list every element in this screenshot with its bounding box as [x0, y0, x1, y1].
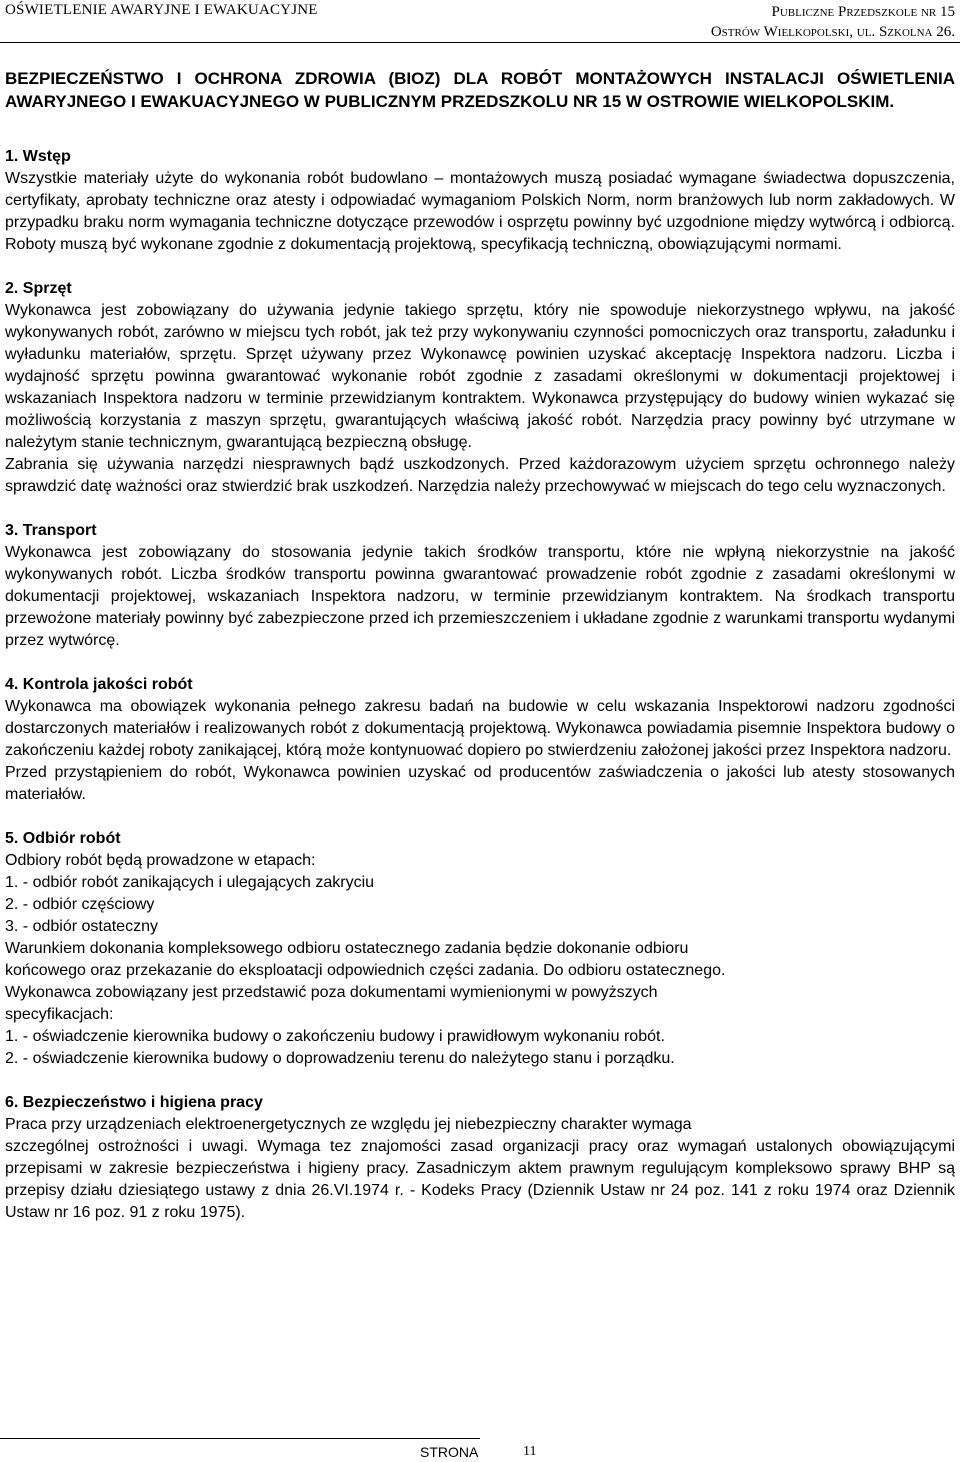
section-quality-control	[5, 674, 955, 806]
section-acceptance	[5, 828, 955, 1070]
page-number: 11	[523, 1444, 537, 1459]
section-paragraph: specyfikacjach:	[5, 1006, 114, 1023]
page-label: STRONA	[420, 1444, 479, 1460]
section-transport	[5, 520, 955, 652]
section-paragraph: Wykonawca jest zobowiązany do stosowania jedynie takich środków transportu, które nie wpłyną niekorzystnie na jakość wykonywanych robót. Liczba środków transportu powinna gwarantować prowadzenie robót zgodnie z zasadami określonymi w dokumentacji projektowej, wskazaniach Inspektora nadzoru, w terminie przewidzianym kontraktem. Na środkach transportu przewożone materiały powinny być zabezpieczone przed ich przemieszczeniem i układane zgodnie z warunkami transportu wydanymi przez wytwórcę.	[5, 544, 955, 649]
section-paragraph: Przed przystąpieniem do robót, Wykonawca powinien uzyskać od producentów zaświadczenia o jakości lub atesty stosowanych materiałów.	[5, 764, 955, 803]
document-body	[5, 67, 955, 1224]
list-item: 1. - oświadczenie kierownika budowy o zakończeniu budowy i prawidłowym wykonaniu robót.	[5, 1028, 665, 1045]
section-introduction	[5, 146, 955, 256]
section-heading: 4. Kontrola jakości robót	[5, 676, 193, 693]
section-paragraph: Wykonawca zobowiązany jest przedstawić poza dokumentami wymienionymi w powyższych	[5, 984, 658, 1001]
section-heading: 3. Transport	[5, 522, 97, 539]
section-heading: 2. Sprzęt	[5, 280, 72, 297]
section-paragraph: końcowego oraz przekazanie do eksploatacji odpowiednich części zadania. Do odbioru ostatecznego.	[5, 962, 726, 979]
header-document-title: OŚWIETLENIE AWARYJNE I EWAKUACYJNE	[5, 2, 318, 18]
section-paragraph: Zabrania się używania narzędzi niesprawnych bądź uszkodzonych. Przed każdorazowym użyciem sprzętu ochronnego należy sprawdzić datę ważności oraz stwierdzić brak uszkodzeń. Narzędzia należy przechowywać w miejscach do tego celu wyznaczonych.	[5, 456, 955, 495]
section-paragraph: Wykonawca ma obowiązek wykonania pełnego zakresu badań na budowie w celu wskazania Inspektorowi nadzoru zgodności dostarczonych materiałów i realizowanych robót z dokumentacją projektową. Wykonawca powiadamia pisemnie Inspektora budowy o zakończeniu każdej roboty zanikającej, którą może kontynuować dopiero po stwierdzeniu założonej jakości przez Inspektora nadzoru.	[5, 698, 955, 759]
section-heading: 6. Bezpieczeństwo i higiena pracy	[5, 1094, 263, 1111]
header-divider	[0, 42, 960, 43]
footer-divider	[0, 1438, 480, 1439]
header-project-info	[711, 2, 955, 42]
section-paragraph: szczególnej ostrożności i uwagi. Wymaga tez znajomości zasad organizacji pracy oraz wymagań ustalonych obowiązującymi przepisami w zakresie bezpieczeństwa i higieny pracy. Zasadniczym aktem prawnym regulującym kompleksowo sprawy BHP są przepisy działu dziesiątego ustawy z dnia 26.VI.1974 r. - Kodeks Pracy (Dziennik Ustaw nr 24 poz. 141 z roku 1974 oraz Dziennik Ustaw nr 16 poz. 91 z roku 1975).	[5, 1138, 955, 1221]
section-paragraph: Odbiory robót będą prowadzone w etapach:	[5, 852, 316, 869]
section-health-safety	[5, 1092, 955, 1224]
section-paragraph: Praca przy urządzeniach elektroenergetycznych ze względu jej niebezpieczny charakter wymaga	[5, 1116, 692, 1133]
section-equipment	[5, 278, 955, 498]
section-paragraph: Wykonawca jest zobowiązany do używania jedynie takiego sprzętu, który nie spowoduje niekorzystnego wpływu, na jakość wykonywanych robót, zarówno w miejscu tych robót, jak też przy wykonywaniu czynności pomocniczych oraz transportu, załadunku i wyładunku materiałów, sprzętu. Sprzęt używany przez Wykonawcę powinien uzyskać akceptację Inspektora nadzoru. Liczba i wydajność sprzętu powinna gwarantować wykonanie robót zgodnie z zasadami określonymi w dokumentacji projektowej i wskazaniach Inspektora nadzoru w terminie przewidzianym kontraktem. Wykonawca przystępujący do budowy winien wykazać się możliwością korzystania z maszyn sprzętu, gwarantujących właściwą jakość robót. Narzędzia pracy powinny być utrzymane w należytym stanie technicznym, gwarantującą bezpieczną obsługę.	[5, 302, 955, 451]
list-item: 1. - odbiór robót zanikających i ulegających zakryciu	[5, 874, 375, 891]
section-heading: 5. Odbiór robót	[5, 830, 121, 847]
section-paragraph: Wszystkie materiały użyte do wykonania robót budowlano – montażowych muszą posiadać wymagane świadectwa dopuszczenia, certyfikaty, aprobaty techniczne oraz atesty i odpowiadać wymaganiom Polskich Norm, norm branżowych lub norm zakładowych. W przypadku braku norm wymagania techniczne dotyczące przewodów i osprzętu powinny być uzgodnione między wytwórcą i odbiorcą. Roboty muszą być wykonane zgodnie z dokumentacją projektową, specyfikacją techniczną, obowiązującymi normami.	[5, 170, 955, 253]
section-paragraph: Warunkiem dokonania kompleksowego odbioru ostatecznego zadania będzie dokonanie odbioru	[5, 940, 689, 957]
list-item: 3. - odbiór ostateczny	[5, 918, 158, 935]
header-project-address: Ostrów Wielkopolski, ul. Szkolna 26.	[710, 24, 955, 40]
section-heading: 1. Wstęp	[5, 148, 71, 165]
header-project-name: Publiczne Przedszkole nr 15	[771, 4, 955, 20]
page-header	[0, 0, 960, 44]
list-item: 2. - oświadczenie kierownika budowy o doprowadzeniu terenu do należytego stanu i porządku.	[5, 1050, 675, 1067]
list-item: 2. - odbiór częściowy	[5, 896, 155, 913]
document-title: BEZPIECZEŃSTWO I OCHRONA ZDROWIA (BIOZ) DLA ROBÓT MONTAŻOWYCH INSTALACJI OŚWIETLENIA AWARYJNEGO I EWAKUACYJNEGO W PUBLICZNYM PRZEDSZKOLU NR 15 W OSTROWIE WIELKOPOLSKIM.	[5, 69, 955, 111]
